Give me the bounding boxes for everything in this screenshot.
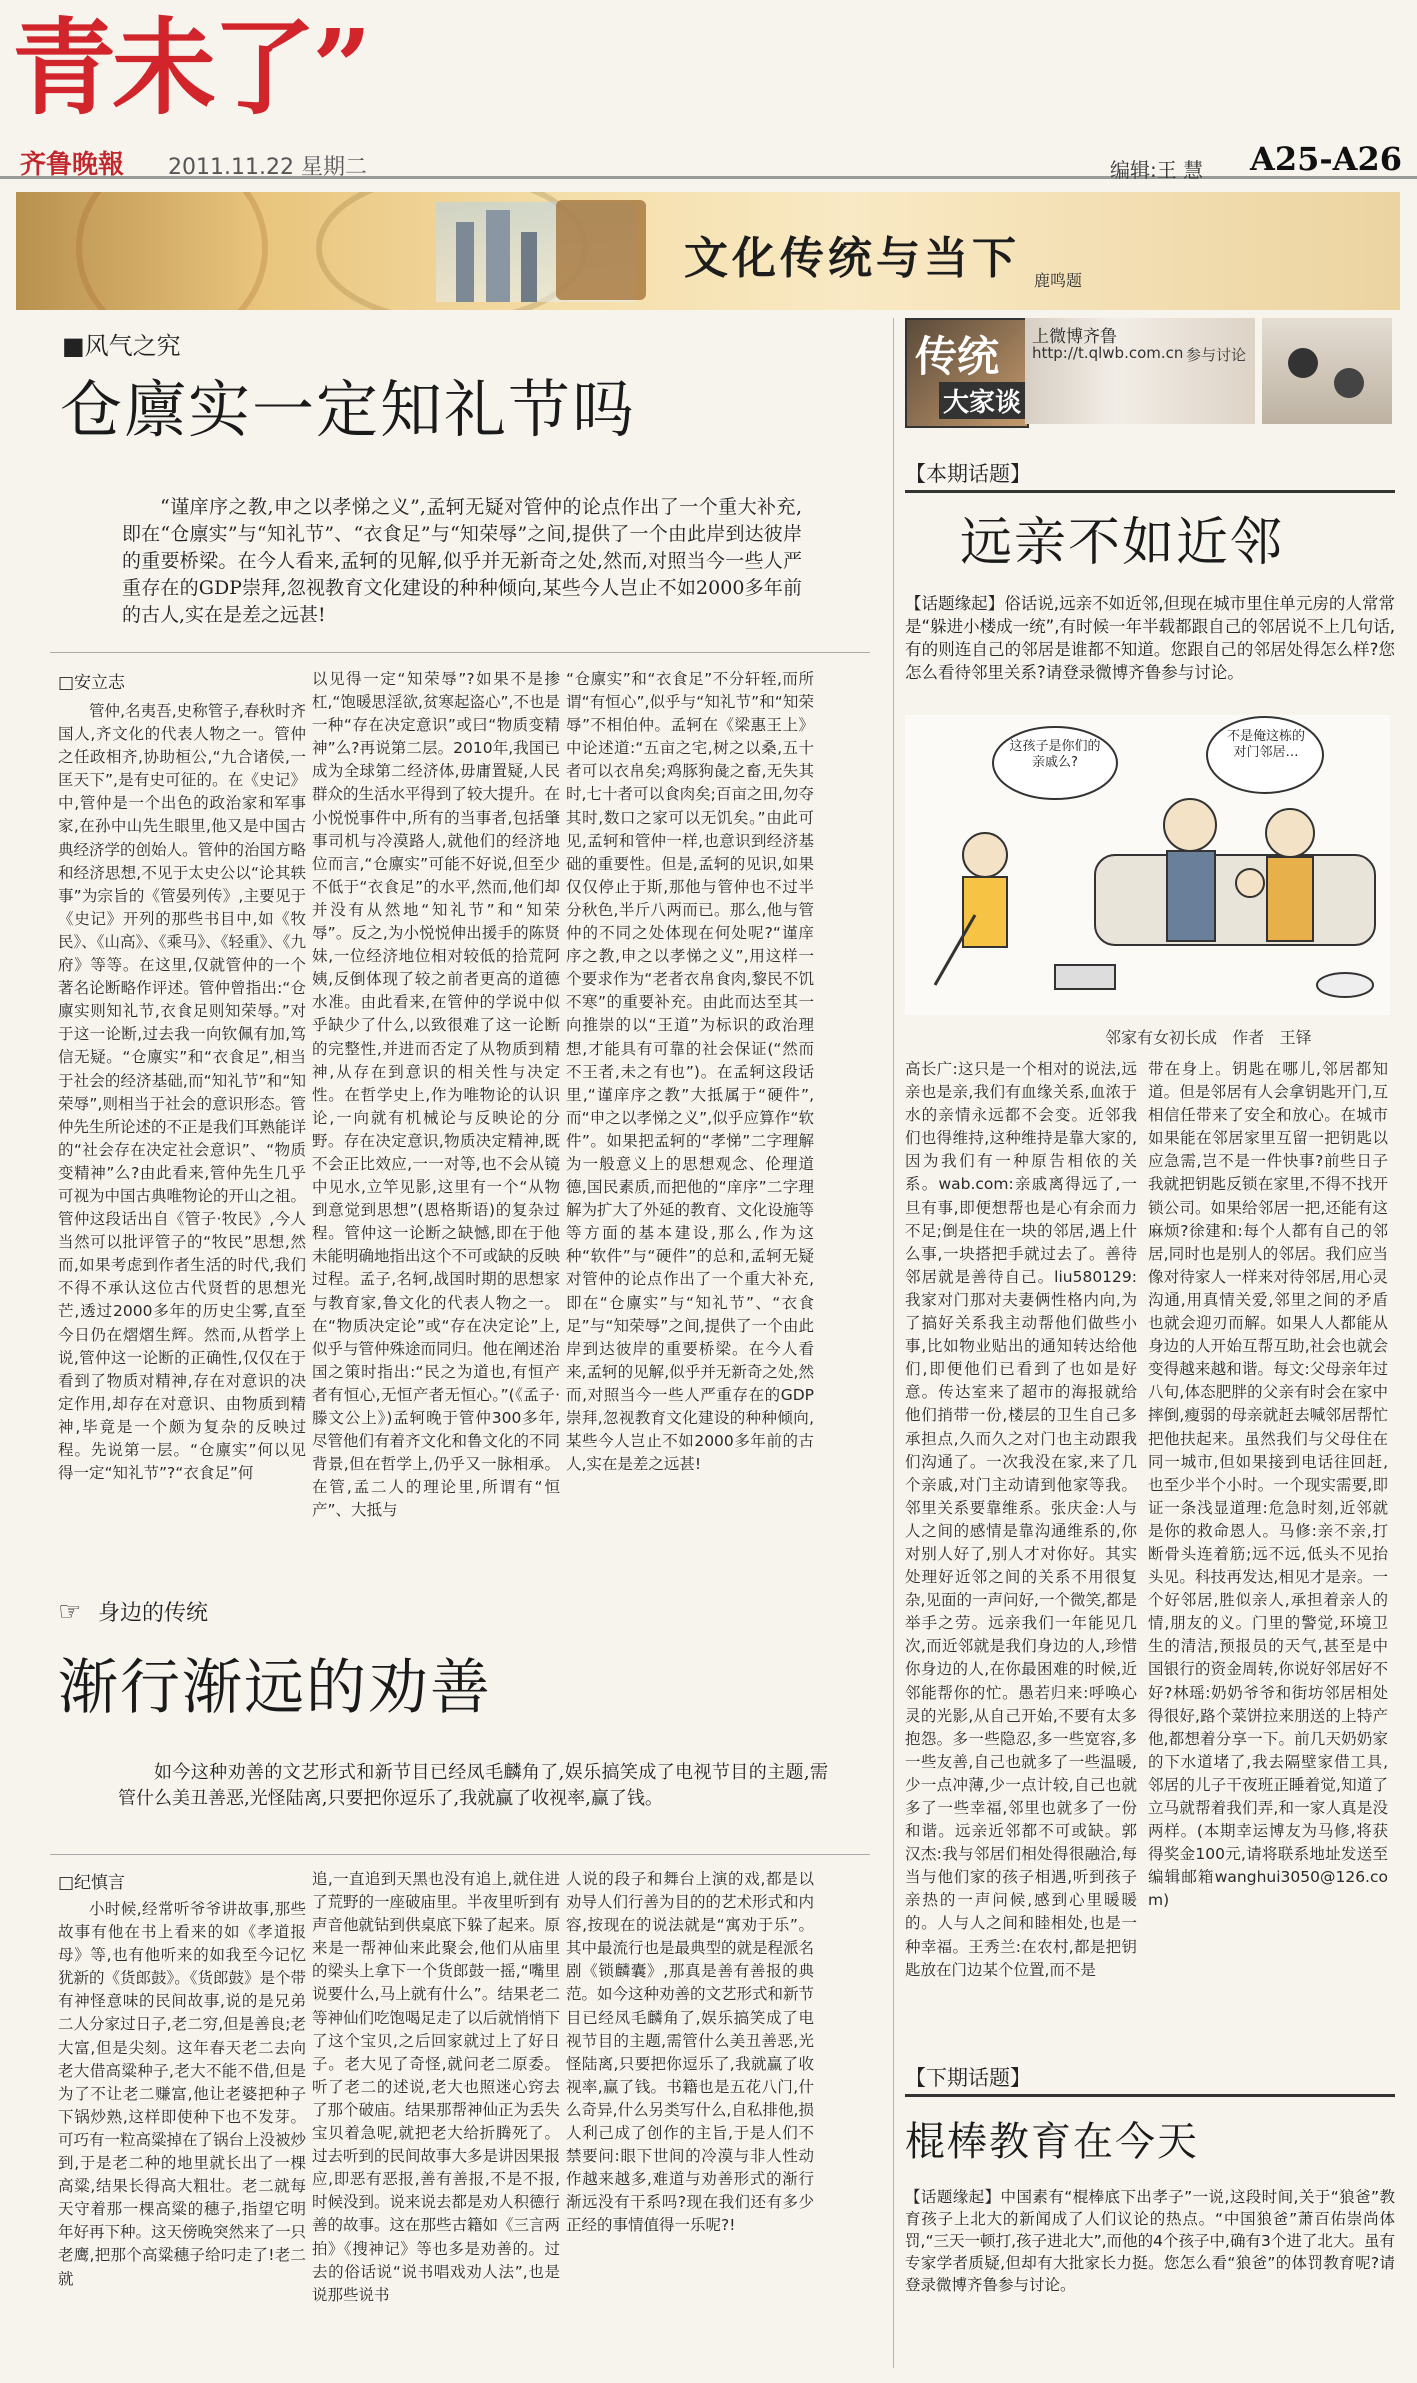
article-headline-2: 渐行渐远的劝善 <box>58 1653 492 1723</box>
newspaper-brand: 齐鲁晚報 <box>20 150 125 180</box>
article-column: 以见得一定“知荣辱”?如果不是掺杠,“饱暖思淫欲,贫寒起盗心”,不也是一种“存在决定意识”或曰“物质变精神”么?再说第二层。2010年,我国已成为全球第二经济体,毋庸置疑,人民群众的生活水平得到了较大提升。在小悦悦事件中,所有的当事者,包括肇事司机与冷漠路人,就他们的经济地位而言,“仓廪实”可能不好说,但至少不低于“衣食足”的水平,然而,他们却并没有从然地“知礼节”和“知荣辱”。反之,为小悦悦伸出援手的陈贤妹,一位经济地位相对较低的拾荒阿姨,反倒体现了较之前者更高的道德水准。由此看来,在管仲的学说中似乎缺少了什么,以致很难了这一论断的完整性,并进而否定了从物质到精神,从存在到意识的相关性与决定性。在哲学史上,作为唯物论的认识论,一向就有机械论与反映论的分野。存在决定意识,物质决定精神,既不会正比效应,一一对等,也不会从镜中见水,立竿见影,这里有一个“从物到意觉到思想”(恩格斯语)的复杂过程。管仲这一论断之缺憾,即在于他未能明确地指出这个不可或缺的反映过程。孟子,名轲,战国时期的思想家与教育家,鲁文化的代表人物之一。在“物质决定论”或“存在决定论”上,似乎与管仲殊途而同归。他在阐述治国之策时指出:“民之为道也,有恒产者有恒心,无恒产者无恒心。”(《孟子·滕文公上》)孟轲晚于管仲300多年,尽管他们有着齐文化和鲁文化的不同背景,但在哲学上,仍乎又一脉相承。在管,孟二人的理论里,所谓有“恒产”、大抵与 <box>312 670 560 1520</box>
sofa <box>1095 855 1375 945</box>
lead-divider <box>50 652 870 653</box>
man-body <box>1167 851 1215 941</box>
microphone-icon <box>1334 368 1364 398</box>
comments-column: 高长广:这只是一个相对的说法,远亲也是亲,我们有血缘关系,血浓于水的亲情永远都不会变。近邻我们也得维持,这种维持是靠大家的,因为我们有一种原告相依的关系。wab.com:亲戚离得远了,一旦有事,即便想帮也是心有余而力不足;倒是住在一块的邻居,遇上什么事,一块搭把手就过去了。善待邻居就是善待自己。liu580129:我家对门那对夫妻俩性格内向,为了搞好关系我主动帮他们做些小事,比如物业贴出的通知转达给他们,即便他们已看到了也如是好意。传达室来了超市的海报就给他们捎带一份,楼层的卫生自己多承担点,久而久之对门也主动跟我们沟通了。一次我没在家,来了几个亲戚,对门主动请到他家等我。邻里关系要靠维系。张庆金:人与人之间的感情是靠沟通维系的,你对别人好了,别人才对你好。其实处理好近邻之间的关系不用很复杂,见面的一声问好,一个微笑,都是举手之劳。远亲我们一年能见几次,而近邻就是我们身边的人,珍惜你身边的人,在你最困难的时候,近邻能帮你的忙。愚若归来:呼唤心灵的光影,从自己开始,不要有太多抱怨。多一些隐忍,多一些宽容,多一些友善,自己也就多了一些温暖,少一点冲薄,少一点计较,自己也就多了一些幸福,邻里也就多了一份和谐。远亲近邻都不可或缺。郭汉杰:我与邻居们相处得很融洽,每当与他们家的孩子相遇,听到孩子亲热的一声问候,感到心里暖暖的。人与人之间和睦相处,也是一种幸福。王秀兰:在农村,都是把钥匙放在门边某个位置,而不是 <box>905 1060 1137 1979</box>
banner-seal-image <box>556 200 646 300</box>
column-divider <box>893 318 894 2368</box>
weibo-url[interactable]: http://t.qlwb.com.cn <box>1032 344 1184 362</box>
masthead-title: 青未了 <box>12 6 313 129</box>
woman-head <box>1266 809 1314 857</box>
cat <box>1317 973 1373 997</box>
bubble-text: 这孩子是你们的亲戚么? <box>1009 739 1101 770</box>
section-label: ■风气之究 <box>62 332 181 360</box>
woman-body <box>1267 857 1313 941</box>
masthead-quote-mark: ” <box>312 6 368 129</box>
article-column: 人说的段子和舞台上演的戏,都是以劝导人们行善为目的的艺术形式和内容,按现在的说法就是“寓劝于乐”。其中最流行也是最典型的就是程派名剧《锁麟囊》,那真是善有善报的典范。如今这种劝善的文艺形式和新节目已经凤毛麟角了,娱乐搞笑成了电视节目的主题,需管什么美丑善恶,光怪陆离,只要把你逗乐了,我就赢了收视率,赢了钱。书籍也是五花八门,什么奇异,什么另类写什么,自私排他,损人利己成了创作的主旨,于是人们不禁要问:眼下世间的冷漠与非人性动作越来越多,难道与劝善形式的渐行渐远没有干系吗?现在我们还有多少正经的事情值得一乐呢?! <box>566 1870 814 2235</box>
banner-ornament <box>76 192 268 310</box>
issue-weekday: 星期二 <box>300 155 367 180</box>
article-lead-2: 如今这种劝善的文艺形式和新节目已经凤毛麟角了,娱乐搞笑成了电视节目的主题,需管什么美丑善恶,光怪陆离,只要把你逗乐了,我就赢了收视率,赢了钱。 <box>118 1762 828 1809</box>
section-label-2 <box>58 1596 208 1627</box>
article-column: 管仲,名夷吾,史称管子,春秋时齐国人,齐文化的代表人物之一。管仲之任政相齐,协助桓公,“九合诸侯,一匡天下”,是有史可征的。在《史记》中,管仲是一个出色的政治家和军事家,在孙中山先生眼里,他又是中国古典经济学的创始人。管仲的治国方略和经济思想,不见于太史公以“论其轶事”为宗旨的《管晏列传》,主要见于《史记》开列的那些书目中,如《牧民》、《山高》、《乘马》、《轻重》、《九府》等等。在这里,仅就管仲的一个著名论断略作评述。管仲曾指出:“仓廪实则知礼节,衣食足则知荣辱。”对于这一论断,过去我一向钦佩有加,笃信无疑。“仓廪实”和“衣食足”,相当于社会的经济基础,而“知礼节”和“知荣辱”,则相当于社会的意识形态。管仲先生所论述的不正是我们耳熟能详的“社会存在决定社会意识”、“物质变精神”么?由此看来,管仲先生几乎可视为中国古典唯物论的开山之祖。管仲这段话出自《管子·牧民》,今人当然可以批评管子的“牧民”思想,然而,如果考虑到作者生活的时代,我们不得不承认这位古代贤哲的思想光芒,透过2000多年的历史尘雾,直至今日仍在熠熠生辉。然而,从哲学上说,管仲这一论断的正确性,仅仅在于看到了物质对精神,存在对意识的决定作用,却存在对意识、由物质到精神,毕竟是一个颇为复杂的反映过程。先说第一层。“仓廪实”何以见得一定“知礼节”?“衣食足”何 <box>58 702 306 1483</box>
cartoon-caption <box>1105 1025 1312 1048</box>
banner-title: 文化传统与当下 <box>684 233 1020 284</box>
issue-date: 2011.11.22 <box>168 155 294 180</box>
microphone-icon <box>1288 348 1318 378</box>
article-headline: 仓廪实一定知礼节吗 <box>60 373 637 446</box>
next-topic-rule <box>905 2094 1395 2097</box>
current-topic-intro: 【话题缘起】俗话说,远亲不如近邻,但现在城市里住单元房的人常常是“躲进小楼成一统”,有时候一年半载都跟自己的邻居说不上几句话,有的则连自己的邻居是谁都不知道。您跟自己的邻居处得怎么样?您怎么看待邻里关系?请登录微博齐鲁参与讨论。 <box>905 594 1395 682</box>
caption-author-label: 作者 <box>1232 1028 1265 1047</box>
caption-author: 王铎 <box>1279 1028 1312 1047</box>
section-banner <box>16 192 1400 310</box>
pointing-hand-icon: ☞ <box>58 1597 82 1627</box>
page-number: A25-A26 <box>1250 140 1402 178</box>
next-topic-intro: 【话题缘起】中国素有“棍棒底下出孝子”一说,这段时间,关于“狼爸”教育孩子上北大的新闻成了人们议论的热点。“中国狼爸”萧百佑崇尚体罚,“三天一顿打,孩子进北大”,而他的4个孩子中,确有3个进了北大。虽有专家学者质疑,但却有大批家长力挺。您怎么看“狼爸”的体罚教育呢?请登录微博齐鲁参与讨论。 <box>905 2188 1395 2294</box>
next-topic-tag: 【下期话题】 <box>905 2066 1031 2090</box>
broom <box>935 915 975 985</box>
article-column: 小时候,经常听爷爷讲故事,那些故事有他在书上看来的如《孝道报母》等,也有他听来的如我至今记忆犹新的《货郎鼓》。《货郎鼓》是个带有神怪意味的民间故事,说的是兄弟二人分家过日子,老二穷,但是善良;老大富,但是尖刻。这年春天老二去向老大借高粱种子,老大不能不借,但是为了不让老二赚富,他让老婆把种子下锅炒熟,这样即使种下也不发芽。可巧有一粒高粱掉在了锅台上没被炒到,于是老二种的地里就长出了一棵高粱,结果长得高大粗壮。老二就每天守着那一棵高粱的穗子,指望它明年好再下种。这天傍晚突然来了一只老鹰,把那个高粱穗子给叼走了!老二就 <box>58 1900 306 2288</box>
editor-credit: 编辑:王 慧 <box>1110 158 1204 182</box>
cartoon-drawing <box>905 715 1390 1015</box>
girl-body <box>963 877 1007 947</box>
banner-building <box>456 222 474 302</box>
logo-sub: 大家谈 <box>939 382 1025 419</box>
current-topic-title: 远亲不如近邻 <box>960 513 1285 573</box>
masthead <box>12 8 452 128</box>
dustpan <box>1055 965 1115 989</box>
article-lead: “谨庠序之教,申之以孝悌之义”,孟轲无疑对管仲的论点作出了一个重大补充,即在“仓廪实”与“知礼节”、“衣食足”与“知荣辱”之间,提供了一个由此岸到达彼岸的重要桥梁。在今人看来,孟轲的见解,似乎并无新奇之处,然而,对照当今一些人严重存在的GDP崇拜,忽视教育文化建设的种种倾向,某些今人岂止不如2000多年前的古人,实在是差之远甚! <box>122 496 802 626</box>
byline: □安立志 <box>58 673 126 693</box>
weibo-label: 上微博齐鲁 <box>1032 327 1117 347</box>
dateline <box>168 150 367 181</box>
section-label-text: 身边的传统 <box>98 1601 209 1626</box>
article-column: 追,一直追到天黑也没有追上,就住进了荒野的一座破庙里。半夜里听到有声音他就钻到供桌底下躲了起来。原来是一帮神仙来此聚会,他们从庙里的梁头上拿下一个货郎鼓一摇,“嘴里说要什么,马上就有什么”。结果老二等神仙们吃饱喝足走了以后就悄悄下了这个宝贝,之后回家就过上了好日子。老大见了奇怪,就问老二原委。听了老二的述说,老大也照迷心窍去了那个破庙。结果那帮神仙正为丢失宝贝着急呢,就把老大给折腾死了。过去听到的民间故事大多是讲因果报应,即恶有恶报,善有善报,不是不报,时候没到。说来说去都是劝人积德行善的故事。这在那些古籍如《三言两拍》《搜神记》等也多是劝善的。过去的俗话说“说书唱戏劝人法”,也是说那些说书 <box>312 1870 560 2304</box>
microphone-image <box>1262 318 1392 424</box>
article-column: “仓廪实”和“衣食足”不分轩轾,而所谓“有恒心”,似乎与“知礼节”和“知荣辱”不相伯仲。孟轲在《梁惠王上》中论述道:“五亩之宅,树之以桑,五十者可以衣帛矣;鸡豚狗彘之畜,无失其时,七十者可以食肉矣;百亩之田,勿夺其时,数口之家可以无饥矣。”由此可见,孟轲和管仲一样,也意识到经济基础的重要性。但是,孟轲的见识,如果仅仅停止于斯,那他与管仲也不过半分秋色,半斤八两而已。那么,他与管仲的不同之处体现在何处呢?“谨庠序之教,申之以孝悌之义”,用这样一个要求作为“老者衣帛食肉,黎民不饥不寒”的重要补充。由此而达至其一向推崇的以“王道”为标识的政治理想,才能具有可靠的社会保证(“然而不王者,未之有也”)。在孟轲这段话里,“谨庠序之教”大抵属于“硬件”,而“申之以孝悌之义”,似乎应算作“软件”。如果把孟轲的“孝悌”二字理解为一般意义上的思想观念、伦理道德,国民素质,而把他的“庠序”二字理解为扩大了外延的教育、文化设施等等方面的基本建设,那么,作为这种“软件”与“硬件”的总和,孟轲无疑对管仲的论点作出了一个重大补充,即在“仓廪实”与“知礼节”、“衣食足”与“知荣辱”之间,提供了一个由此岸到达彼岸的重要桥梁。在今人看来,孟轲的见解,似乎并无新奇之处,然而,对照当今一些人严重存在的GDP崇拜,忽视教育文化建设的种种倾向,某些今人岂止不如2000多年前的古人,实在是差之远甚! <box>566 670 814 1474</box>
caption-title: 邻家有女初长成 <box>1105 1028 1218 1047</box>
next-topic-title: 棍棒教育在今天 <box>905 2119 1199 2165</box>
current-topic-tag: 【本期话题】 <box>905 462 1031 486</box>
column-logo <box>905 318 1029 428</box>
weibo-action: 参与讨论 <box>1186 346 1247 364</box>
byline-2: □纪慎言 <box>58 1873 126 1893</box>
logo-main: 传统 <box>915 332 1000 381</box>
banner-signature: 鹿鸣题 <box>1034 271 1083 290</box>
comments-column: 带在身上。钥匙在哪儿,邻居都知道。但是邻居有人会拿钥匙开门,互相信任带来了安全和放心。在城市如果能在邻居家里互留一把钥匙以应急需,岂不是一件快事?前些日子我就把钥匙反锁在家里,不得不找开锁公司。如果给邻居一把,还能有这麻烦?徐建和:每个人都有自己的邻居,同时也是别人的邻居。我们应当像对待家人一样来对待邻居,用心灵沟通,用真情关爱,邻里之间的矛盾也就会迎刃而解。如果人人都能从身边的人开始互帮互助,社会也就会变得越来越和谐。每文:父母亲年过八旬,体态肥胖的父亲有时会在家中摔倒,瘦弱的母亲就赶去喊邻居帮忙把他扶起来。虽然我们与父母住在同一城市,但如果接到电话往回赶,也至少半个小时。一个现实需要,即证一条浅显道理:危急时刻,近邻就是你的救命恩人。马修:亲不亲,打断骨头连着筋;远不远,低头不见抬头见。科技再发达,相见才是亲。一个好邻居,胜似亲人,承担着亲人的情,朋友的义。门里的警觉,环境卫生的清洁,预报员的天气,甚至是中国银行的资金周转,你说好邻居好不好?林瑶:奶奶爷爷和街坊邻居相处得很好,路个菜饼拉来朋送的上特产他,都想着分享一下。前几天奶奶家的下水道堵了,我去隔壁家借工具,邻居的儿子干夜班正睡着觉,知道了立马就帮着我们弄,和一家人真是没两样。(本期幸运博友为马修,将获得奖金100元,请将联系地址发送至编辑邮箱wanghui3050@126.com) <box>1148 1060 1388 1910</box>
lead-divider <box>50 1854 870 1855</box>
topic-rule <box>905 490 1395 493</box>
bubble-text: 不是俺这栋的对门邻居… <box>1226 729 1305 760</box>
girl-head <box>963 833 1007 877</box>
banner-building <box>486 210 510 302</box>
baby <box>1236 869 1264 897</box>
man-head <box>1164 799 1216 851</box>
banner-building <box>521 232 537 302</box>
cartoon-illustration <box>905 715 1390 1015</box>
